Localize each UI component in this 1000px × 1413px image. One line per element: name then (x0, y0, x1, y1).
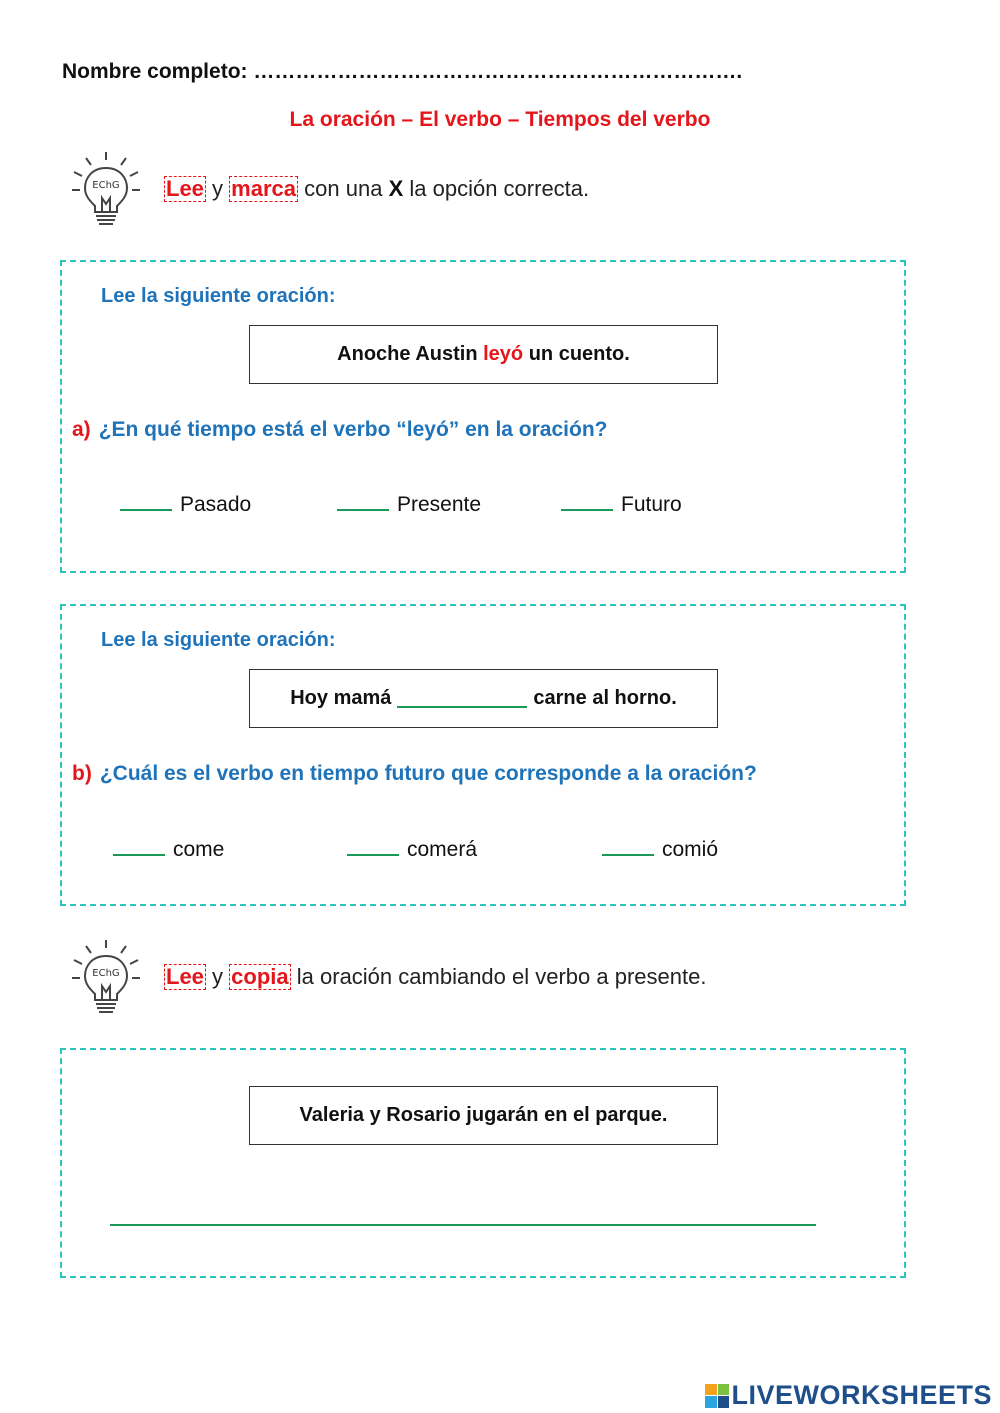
sentence-box-b: Hoy mamá carne al horno. (249, 669, 718, 728)
instruction-copy: Lee y copia la oración cambiando el verbo a presente. (166, 964, 707, 989)
answer-blank[interactable] (113, 836, 165, 856)
instruction-mark: Lee y marca con una X la opción correcta. (166, 176, 590, 201)
bulb-badge-text: EChG (92, 180, 120, 191)
answer-blank[interactable] (347, 836, 399, 856)
highlighted-verb: leyó (483, 343, 524, 365)
answer-write-line[interactable] (110, 1224, 816, 1226)
name-field-line (62, 60, 742, 84)
sentence-box-a: Anoche Austin leyó un cuento. (249, 325, 718, 384)
answer-blank[interactable] (561, 491, 613, 511)
option-come[interactable]: come (113, 836, 224, 862)
question-b: b) ¿Cuál es el verbo en tiempo futuro que corresponde a la oración? (72, 762, 757, 785)
page-title: La oración – El verbo – Tiempos del verbo (289, 108, 711, 131)
exercise-box-c (60, 1048, 906, 1278)
answer-blank[interactable] (602, 836, 654, 856)
name-dotted-line[interactable]: ……………………………………………………………. (253, 60, 743, 83)
answer-blank[interactable] (120, 491, 172, 511)
keyword-lee: Lee (166, 964, 204, 989)
option-presente[interactable]: Presente (337, 491, 481, 517)
liveworksheets-logo: LIVEWORKSHEETS (705, 1380, 992, 1411)
logo-mark-icon (705, 1384, 729, 1408)
keyword-lee: Lee (166, 176, 204, 201)
option-comera[interactable]: comerá (347, 836, 477, 862)
bulb-badge-text: EChG (92, 968, 120, 979)
keyword-marca: marca (231, 176, 297, 201)
lightbulb-icon (68, 938, 144, 1018)
lead-text-b: Lee la siguiente oración: (101, 629, 336, 651)
keyword-copia: copia (231, 964, 289, 989)
lightbulb-icon (68, 150, 144, 230)
option-futuro[interactable]: Futuro (561, 491, 682, 517)
sentence-box-c: Valeria y Rosario jugarán en el parque. (249, 1086, 718, 1145)
name-label: Nombre completo: (62, 60, 248, 83)
lead-text-a: Lee la siguiente oración: (101, 285, 336, 307)
question-a: a) ¿En qué tiempo está el verbo “leyó” en la oración? (72, 418, 608, 441)
option-pasado[interactable]: Pasado (120, 491, 251, 517)
sentence-blank[interactable] (397, 690, 527, 708)
option-comio[interactable]: comió (602, 836, 718, 862)
answer-blank[interactable] (337, 491, 389, 511)
